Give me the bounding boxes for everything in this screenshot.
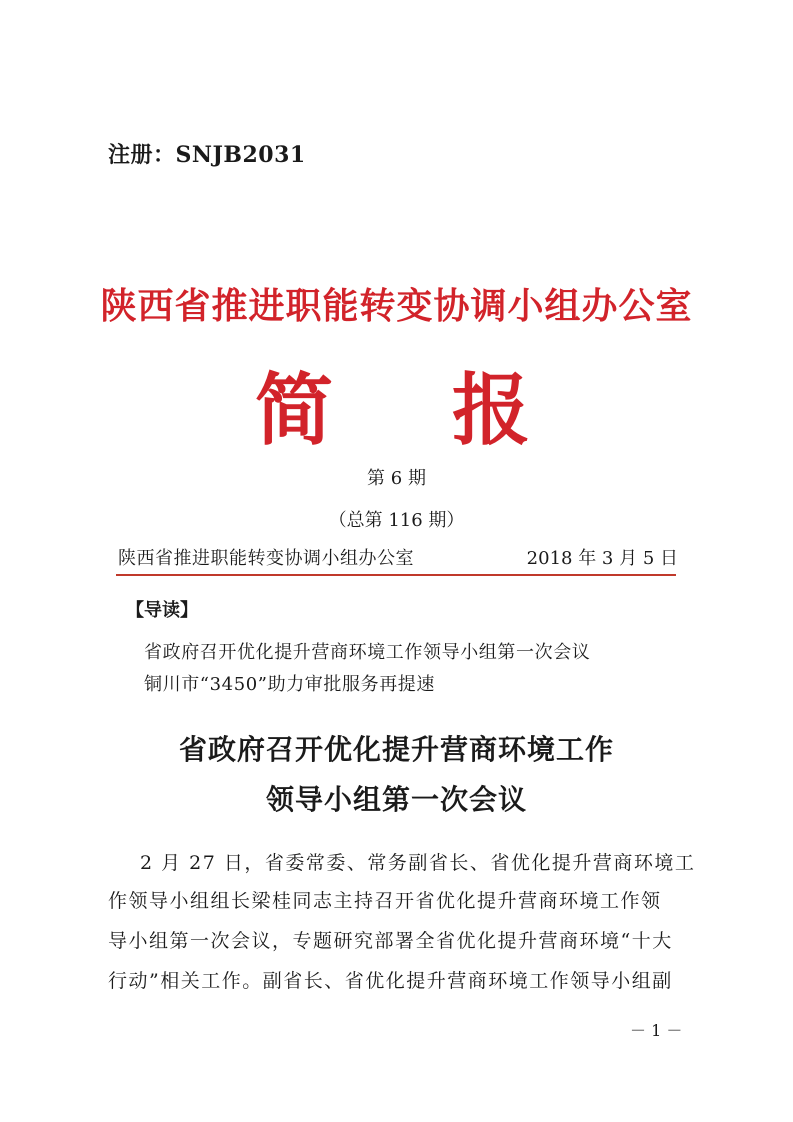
registration-number: 注册：SNJB2031 [108, 142, 306, 168]
guide-heading: 【导读】 [126, 600, 198, 621]
publication-date: 2018 年 3 月 5 日 [526, 548, 678, 569]
article-body-line: 作领导小组组长梁桂同志主持召开省优化提升营商环境工作领 [108, 890, 662, 912]
page-number: － 1 － [630, 1021, 683, 1040]
guide-item: 铜川市“3450”助力审批服务再提速 [144, 674, 436, 695]
article-body-line: 行动”相关工作。副省长、省优化提升营商环境工作领导小组副 [108, 970, 673, 992]
issue-number: 第 6 期 [367, 468, 426, 489]
article-title-line-1: 省政府召开优化提升营商环境工作 [178, 733, 614, 766]
publication-row [118, 544, 678, 572]
article-body-line: 2 月 27 日，省委常委、常务副省长、省优化提升营商环境工 [140, 852, 696, 874]
bulletin-title-char-1: 简 [255, 366, 334, 456]
article-body-line: 导小组第一次会议，专题研究部署全省优化提升营商环境“十大 [108, 930, 673, 952]
guide-item: 省政府召开优化提升营商环境工作领导小组第一次会议 [144, 642, 591, 663]
bulletin-title-char-2: 报 [452, 366, 531, 456]
article-title-line-2: 领导小组第一次会议 [265, 783, 527, 816]
red-divider-line [116, 574, 676, 576]
publisher-name: 陕西省推进职能转变协调小组办公室 [118, 548, 414, 569]
issuing-office-title: 陕西省推进职能转变协调小组办公室 [100, 286, 693, 327]
issue-total-number: （总第 116 期） [328, 510, 465, 531]
